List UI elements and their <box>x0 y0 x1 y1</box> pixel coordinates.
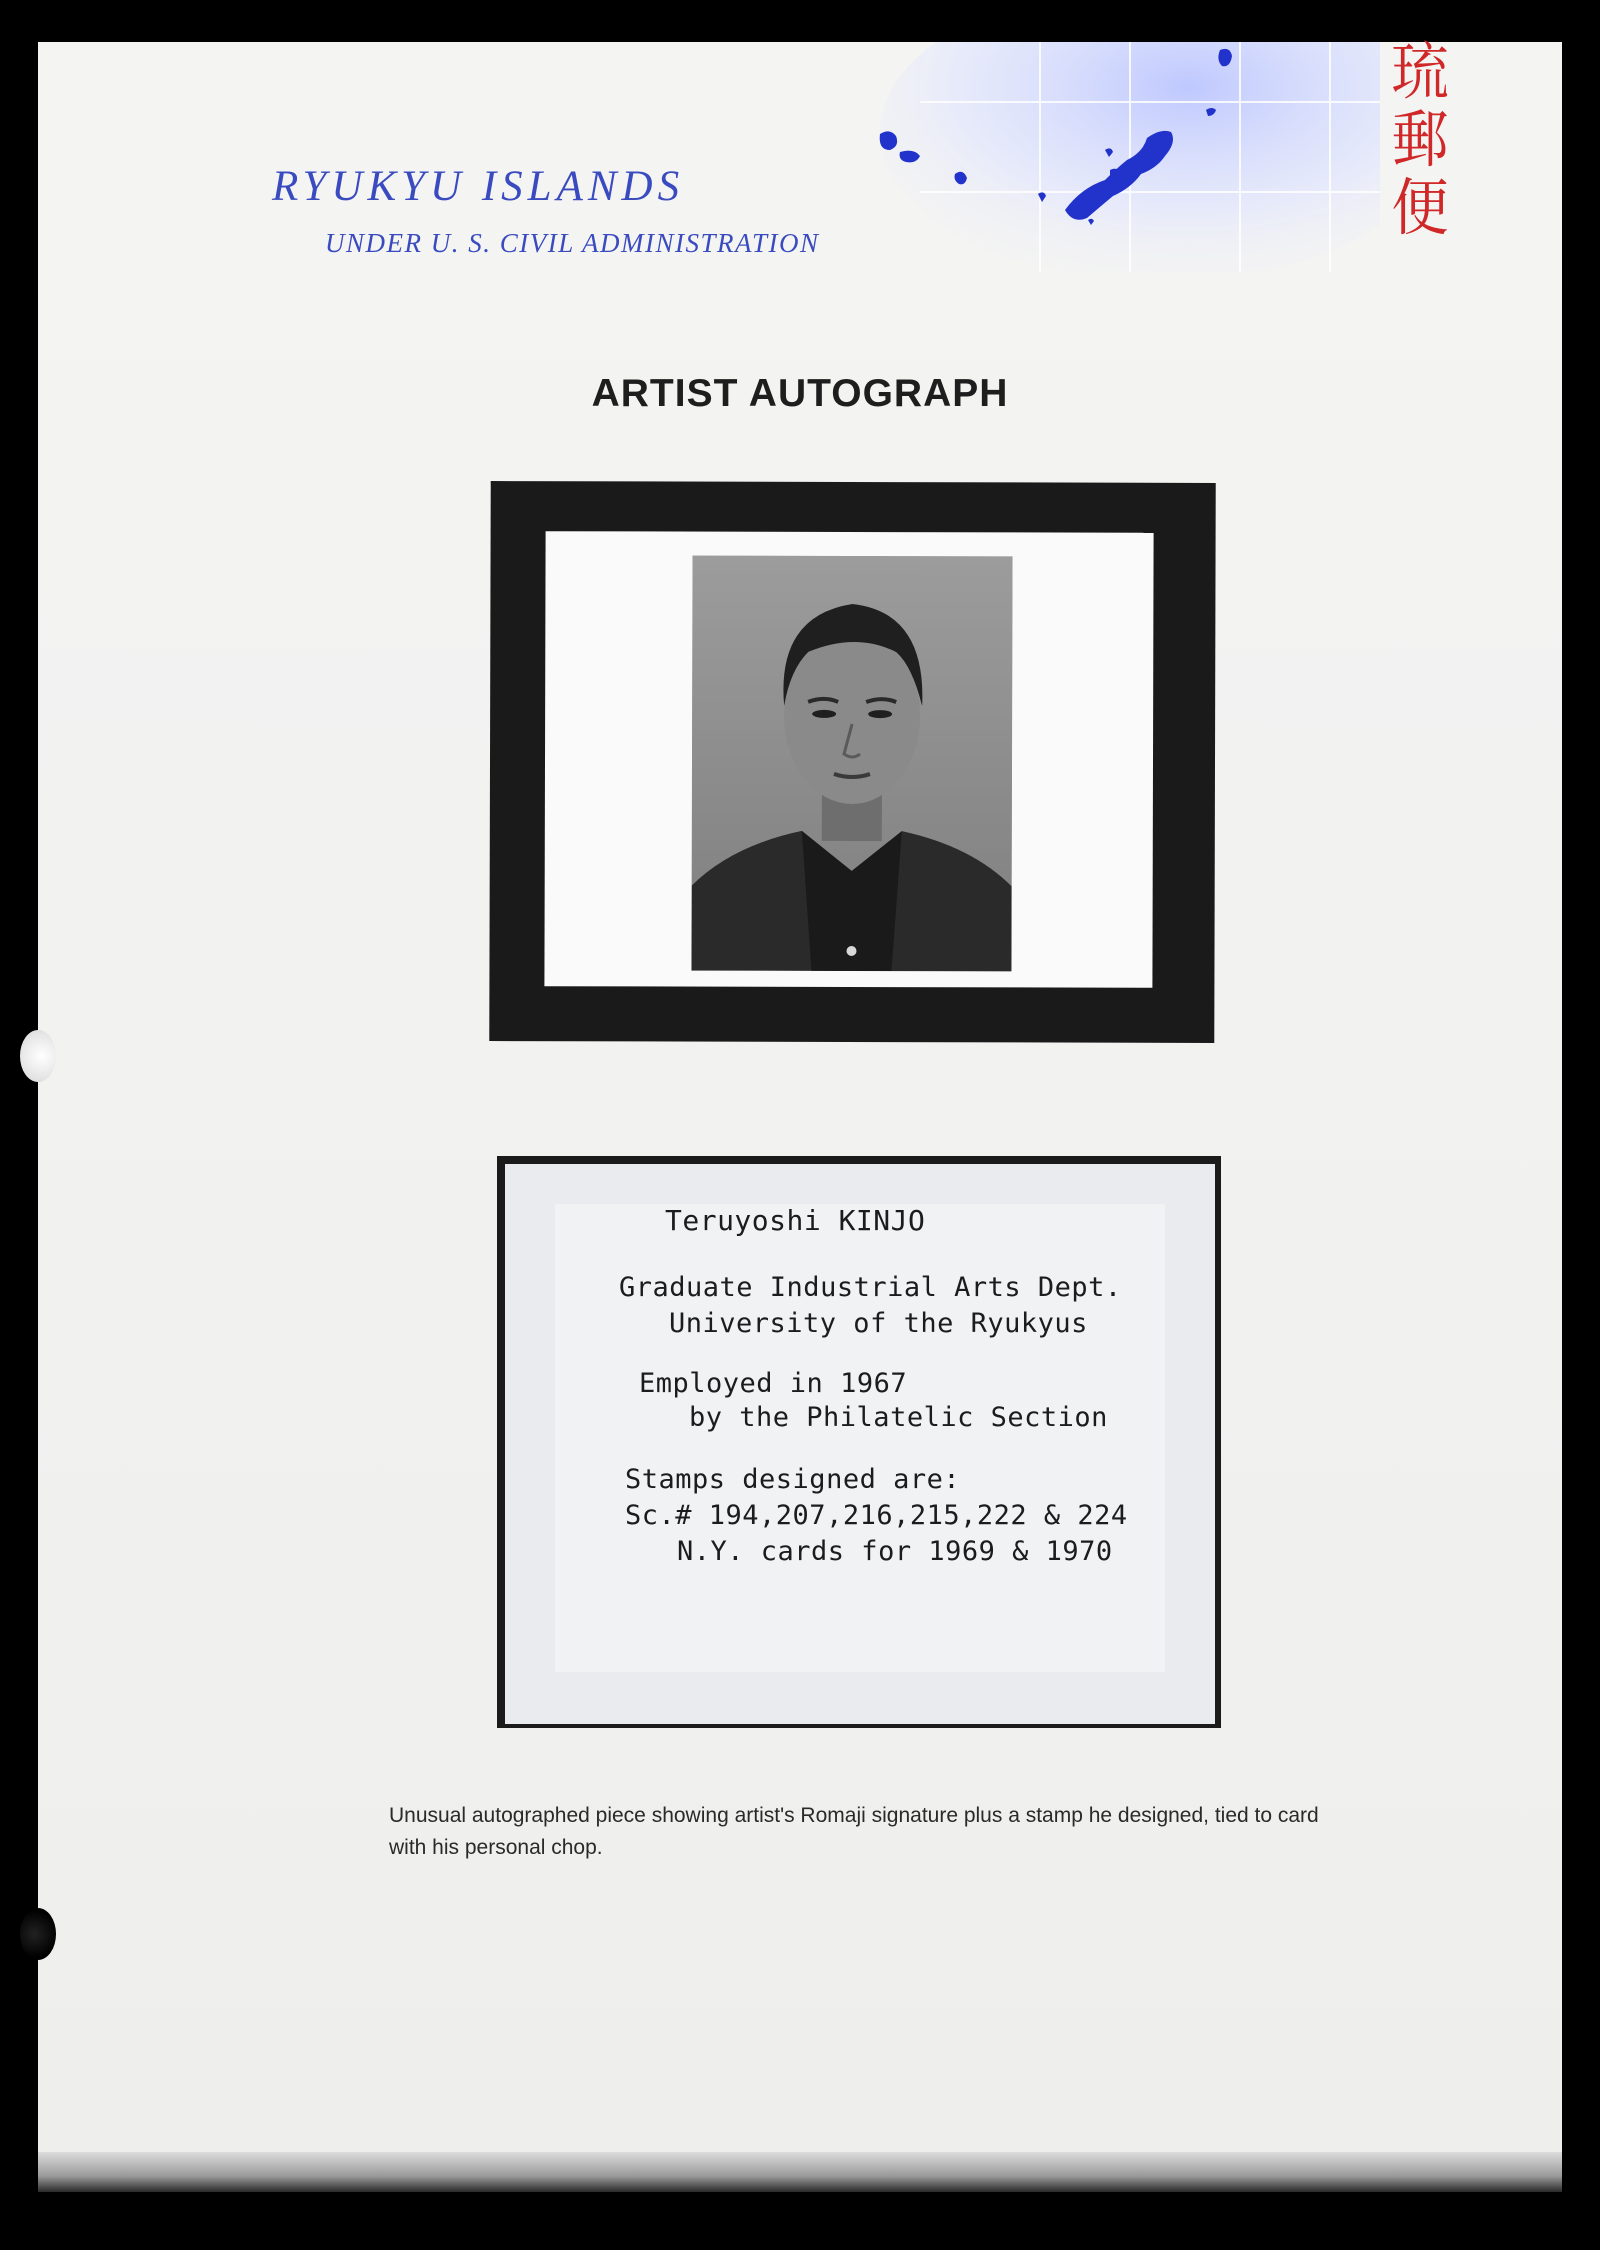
info-card <box>505 1164 1215 1724</box>
info-line: Graduate Industrial Arts Dept. <box>619 1272 1122 1303</box>
page-heading: ARTIST AUTOGRAPH <box>591 372 1009 415</box>
info-line: Employed in 1967 <box>639 1368 908 1399</box>
info-line: Stamps designed are: <box>625 1464 961 1495</box>
ryukyu-postal-seal <box>1385 35 1455 244</box>
seal-char: 琉 <box>1391 35 1449 108</box>
artist-name: Teruyoshi KINJO <box>665 1204 926 1237</box>
portrait-photo <box>691 556 1012 972</box>
info-line: N.Y. cards for 1969 & 1970 <box>677 1536 1113 1567</box>
photo-mat <box>544 531 1153 988</box>
album-page <box>38 42 1562 2192</box>
binder-hole <box>20 1908 56 1960</box>
info-card-frame <box>497 1156 1221 1728</box>
info-line: Sc.# 194,207,216,215,222 & 224 <box>625 1500 1128 1531</box>
photo-frame <box>489 481 1215 1043</box>
seal-char: 郵 <box>1391 103 1449 176</box>
header-title: RYUKYU ISLANDS <box>272 163 685 210</box>
seal-char: 便 <box>1391 171 1449 244</box>
margin-mark <box>38 1778 46 1838</box>
caption: Unusual autographed piece showing artist's Romaji signature plus a stamp he designed, tied to card with his personal chop. <box>389 1804 1319 1859</box>
info-line: University of the Ryukyus <box>669 1308 1088 1339</box>
page-bottom-edge <box>38 2152 1562 2192</box>
map-of-ryukyu-islands-icon <box>860 42 1380 272</box>
binder-hole <box>20 1030 56 1082</box>
header-subtitle: UNDER U. S. CIVIL ADMINISTRATION <box>325 228 820 258</box>
info-line: by the Philatelic Section <box>689 1402 1108 1433</box>
